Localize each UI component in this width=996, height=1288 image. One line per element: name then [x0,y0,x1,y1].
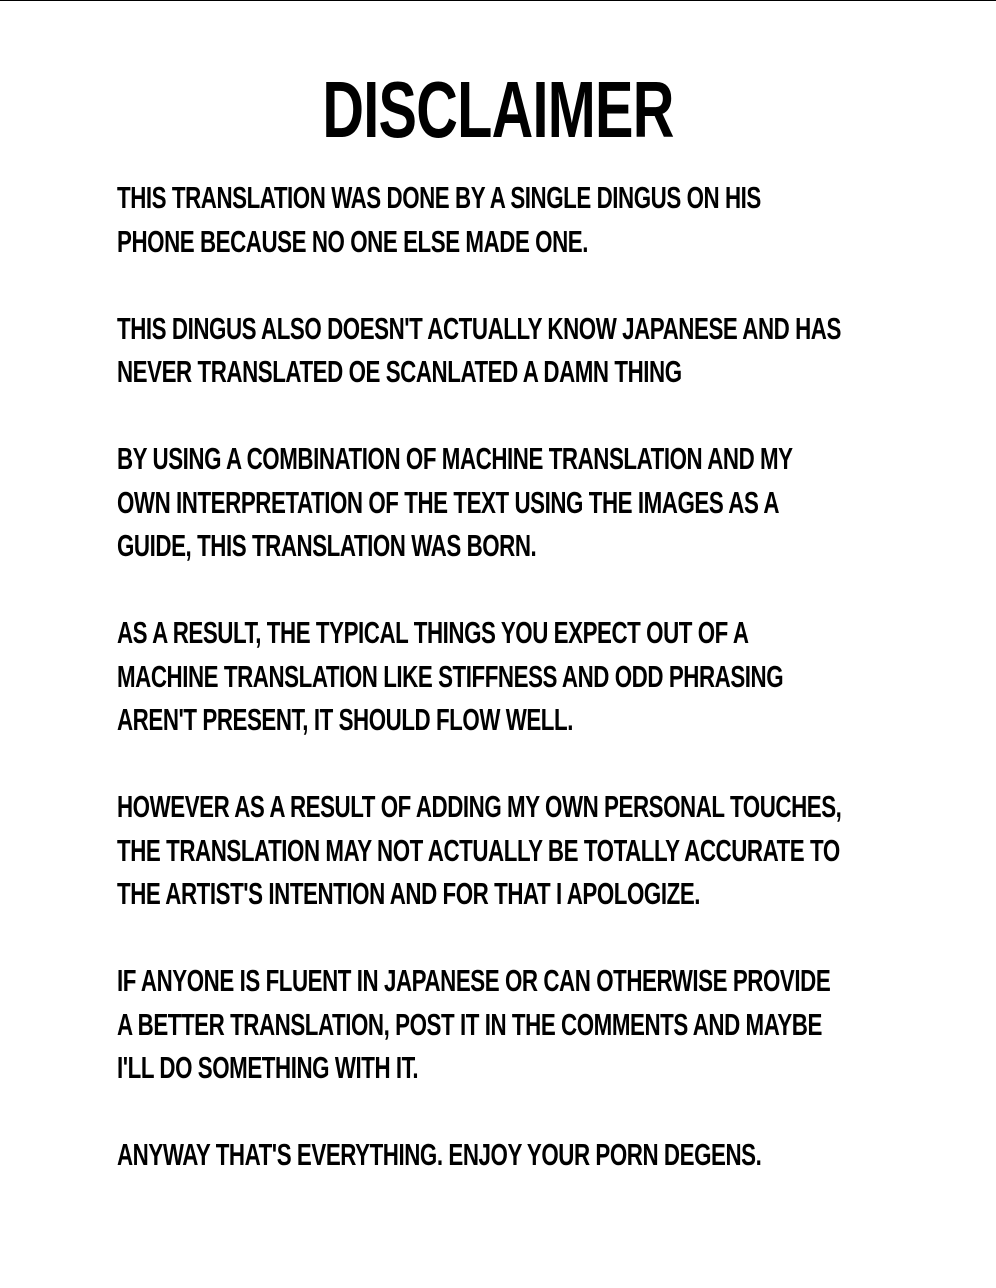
paragraph-line: THIS TRANSLATION WAS DONE BY A SINGLE DINGUS ON HIS [117,180,761,215]
paragraph-line: THE TRANSLATION MAY NOT ACTUALLY BE TOTALLY ACCURATE TO [117,832,840,868]
paragraph-1 [117,176,880,263]
paragraph-line: OWN INTERPRETATION OF THE TEXT USING THE IMAGES AS A [117,484,780,520]
paragraph-line: A BETTER TRANSLATION, POST IT IN THE COMMENTS AND MAYBE [117,1006,822,1042]
paragraph-line: MACHINE TRANSLATION LIKE STIFFNESS AND ODD PHRASING [117,658,784,694]
paragraph-5 [117,785,880,916]
paragraph-line: NEVER TRANSLATED OE SCANLATED A DAMN THING [117,354,682,389]
paragraph-line: GUIDE, THIS TRANSLATION WAS BORN. [117,528,537,563]
paragraph-2 [117,307,880,394]
paragraph-line: ANYWAY THAT'S EVERYTHING. ENJOY YOUR PORN DEGENS. [117,1137,762,1172]
page-title: DISCLAIMER [322,65,674,154]
paragraph-6 [117,959,880,1090]
paragraph-line: I'LL DO SOMETHING WITH IT. [117,1050,419,1085]
paragraph-7 [117,1133,880,1177]
paragraph-4 [117,611,880,742]
paragraph-line: AREN'T PRESENT, IT SHOULD FLOW WELL. [117,702,573,737]
paragraph-line: HOWEVER AS A RESULT OF ADDING MY OWN PERSONAL TOUCHES, [117,789,842,824]
paragraph-3 [117,437,880,568]
paragraph-line: PHONE BECAUSE NO ONE ELSE MADE ONE. [117,223,589,259]
paragraph-line: AS A RESULT, THE TYPICAL THINGS YOU EXPECT OUT OF A [117,615,749,650]
disclaimer-body [117,176,880,1220]
paragraph-line: BY USING A COMBINATION OF MACHINE TRANSLATION AND MY [117,441,793,476]
paragraph-line: THIS DINGUS ALSO DOESN'T ACTUALLY KNOW JAPANESE AND HAS [117,310,841,346]
paragraph-line: IF ANYONE IS FLUENT IN JAPANESE OR CAN OTHERWISE PROVIDE [117,963,831,998]
paragraph-line: THE ARTIST'S INTENTION AND FOR THAT I APOLOGIZE. [117,876,701,911]
